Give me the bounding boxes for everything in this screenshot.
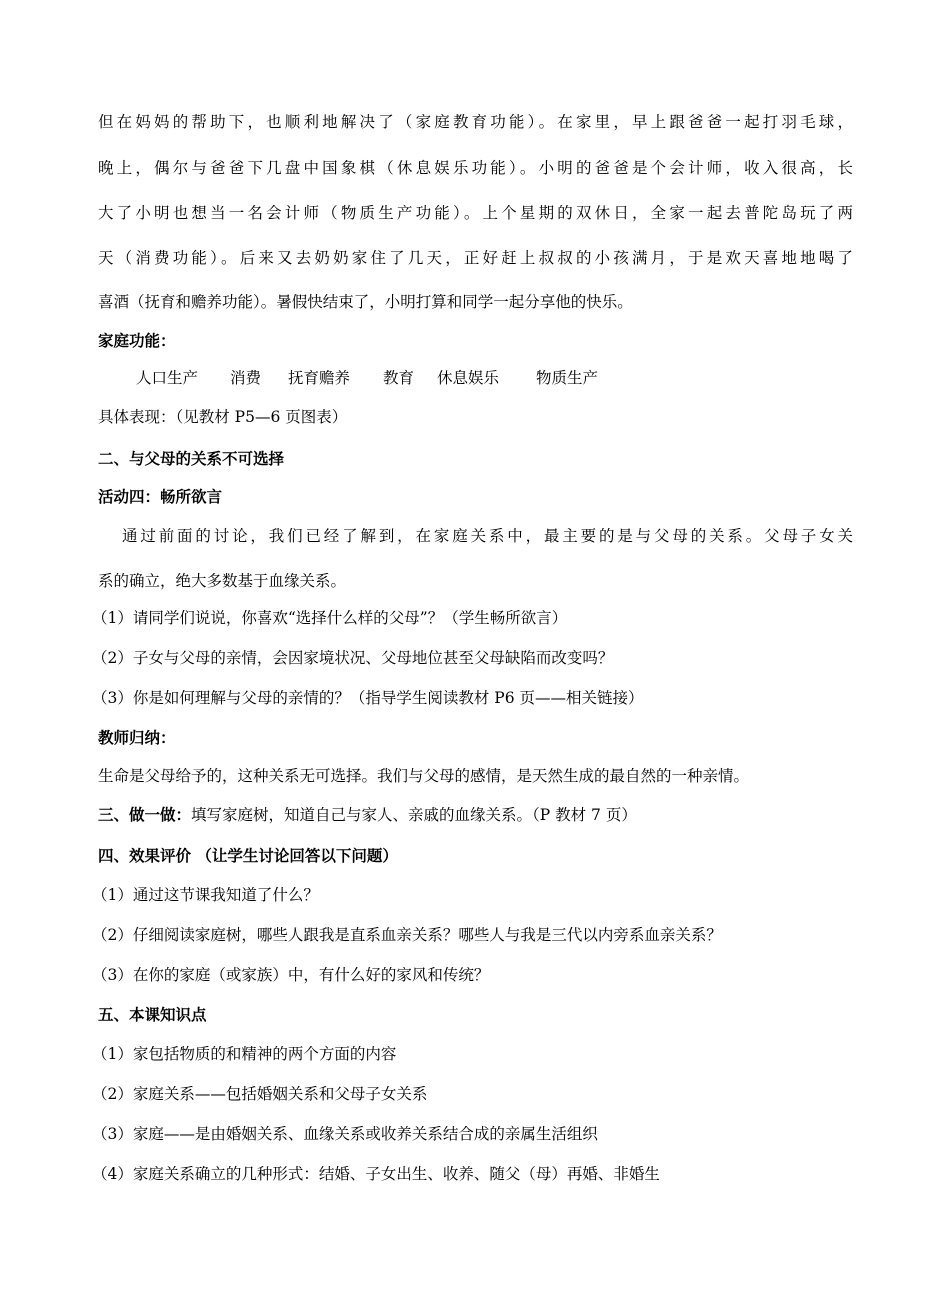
section4-heading: 四、效果评价 （让学生讨论回答以下问题）: [98, 846, 398, 865]
function-item: 抚育赡养: [288, 369, 351, 387]
intro-line-5: 喜酒（抚育和赡养功能）。暑假快结束了，小明打算和同学一起分享他的快乐。: [98, 293, 633, 311]
function-item: 物质生产: [536, 369, 599, 387]
activity-heading: 活动四：畅所欲言: [98, 487, 223, 506]
intro-line-1: 但在妈妈的帮助下，也顺利地解决了（家庭教育功能）。在家里，早上跟爸爸一起打羽毛球，: [98, 113, 853, 131]
section2-heading: 二、与父母的关系不可选择: [98, 449, 285, 468]
section2-para-line-1: 通过前面的讨论，我们已经了解到，在家庭关系中，最主要的是与父母的关系。父母子女关: [122, 527, 853, 545]
section5-heading: 五、本课知识点: [98, 1005, 207, 1024]
function-item: 人口生产: [136, 369, 199, 387]
question-1: （1）请同学们说说，你喜欢“选择什么样的父母”？（学生畅所欲言）: [92, 609, 568, 627]
functions-list: [136, 368, 598, 388]
intro-line-2: 晚上，偶尔与爸爸下几盘中国象棋（休息娱乐功能）。小明的爸爸是个会计师，收入很高，长: [98, 159, 853, 177]
knowledge-item-4: （4）家庭关系确立的几种形式：结婚、子女出生、收养、随父（母）再婚、非婚生: [92, 1165, 660, 1183]
section3-text: 填写家庭树，知道自己与家人、亲戚的血缘关系。（P 教材 7 页）: [191, 806, 637, 824]
functions-heading: 家庭功能：: [98, 331, 176, 350]
section3-heading: 三、做一做：: [98, 805, 192, 824]
knowledge-item-3: （3）家庭——是由婚姻关系、血缘关系或收养关系结合成的亲属生活组织: [92, 1125, 598, 1143]
summary-heading: 教师归纳：: [98, 728, 176, 747]
section2-para-line-2: 系的确立，绝大多数基于血缘关系。: [98, 572, 347, 590]
section3-line: [98, 805, 637, 825]
evaluation-item-1: （1）通过这节课我知道了什么？: [92, 886, 319, 904]
function-item: 休息娱乐: [437, 369, 500, 387]
function-item: 消费: [230, 369, 262, 387]
function-item: 教育: [383, 369, 415, 387]
evaluation-item-3: （3）在你的家庭（或家族）中，有什么好的家风和传统？: [92, 966, 490, 984]
intro-line-4: 天（消费功能）。后来又去奶奶家住了几天，正好赶上叔叔的小孩满月，于是欢天喜地地喝了: [98, 249, 853, 267]
intro-line-3: 大了小明也想当一名会计师（物质生产功能）。上个星期的双休日，全家一起去普陀岛玩了两: [98, 204, 853, 222]
question-3: （3）你是如何理解与父母的亲情的？（指导学生阅读教材 P6 页——相关链接）: [92, 689, 644, 707]
knowledge-item-1: （1）家包括物质的和精神的两个方面的内容: [92, 1045, 397, 1063]
summary-text: 生命是父母给予的，这种关系无可选择。我们与父母的感情，是天然生成的最自然的一种亲情。: [98, 767, 750, 785]
functions-detail: 具体表现：（见教材 P5—6 页图表）: [98, 408, 348, 426]
knowledge-item-2: （2）家庭关系——包括婚姻关系和父母子女关系: [92, 1085, 428, 1103]
question-2: （2）子女与父母的亲情，会因家境状况、父母地位甚至父母缺陷而改变吗？: [92, 649, 614, 667]
evaluation-item-2: （2）仔细阅读家庭树，哪些人跟我是直系血亲关系？哪些人与我是三代以内旁系血亲关系？: [92, 926, 722, 944]
